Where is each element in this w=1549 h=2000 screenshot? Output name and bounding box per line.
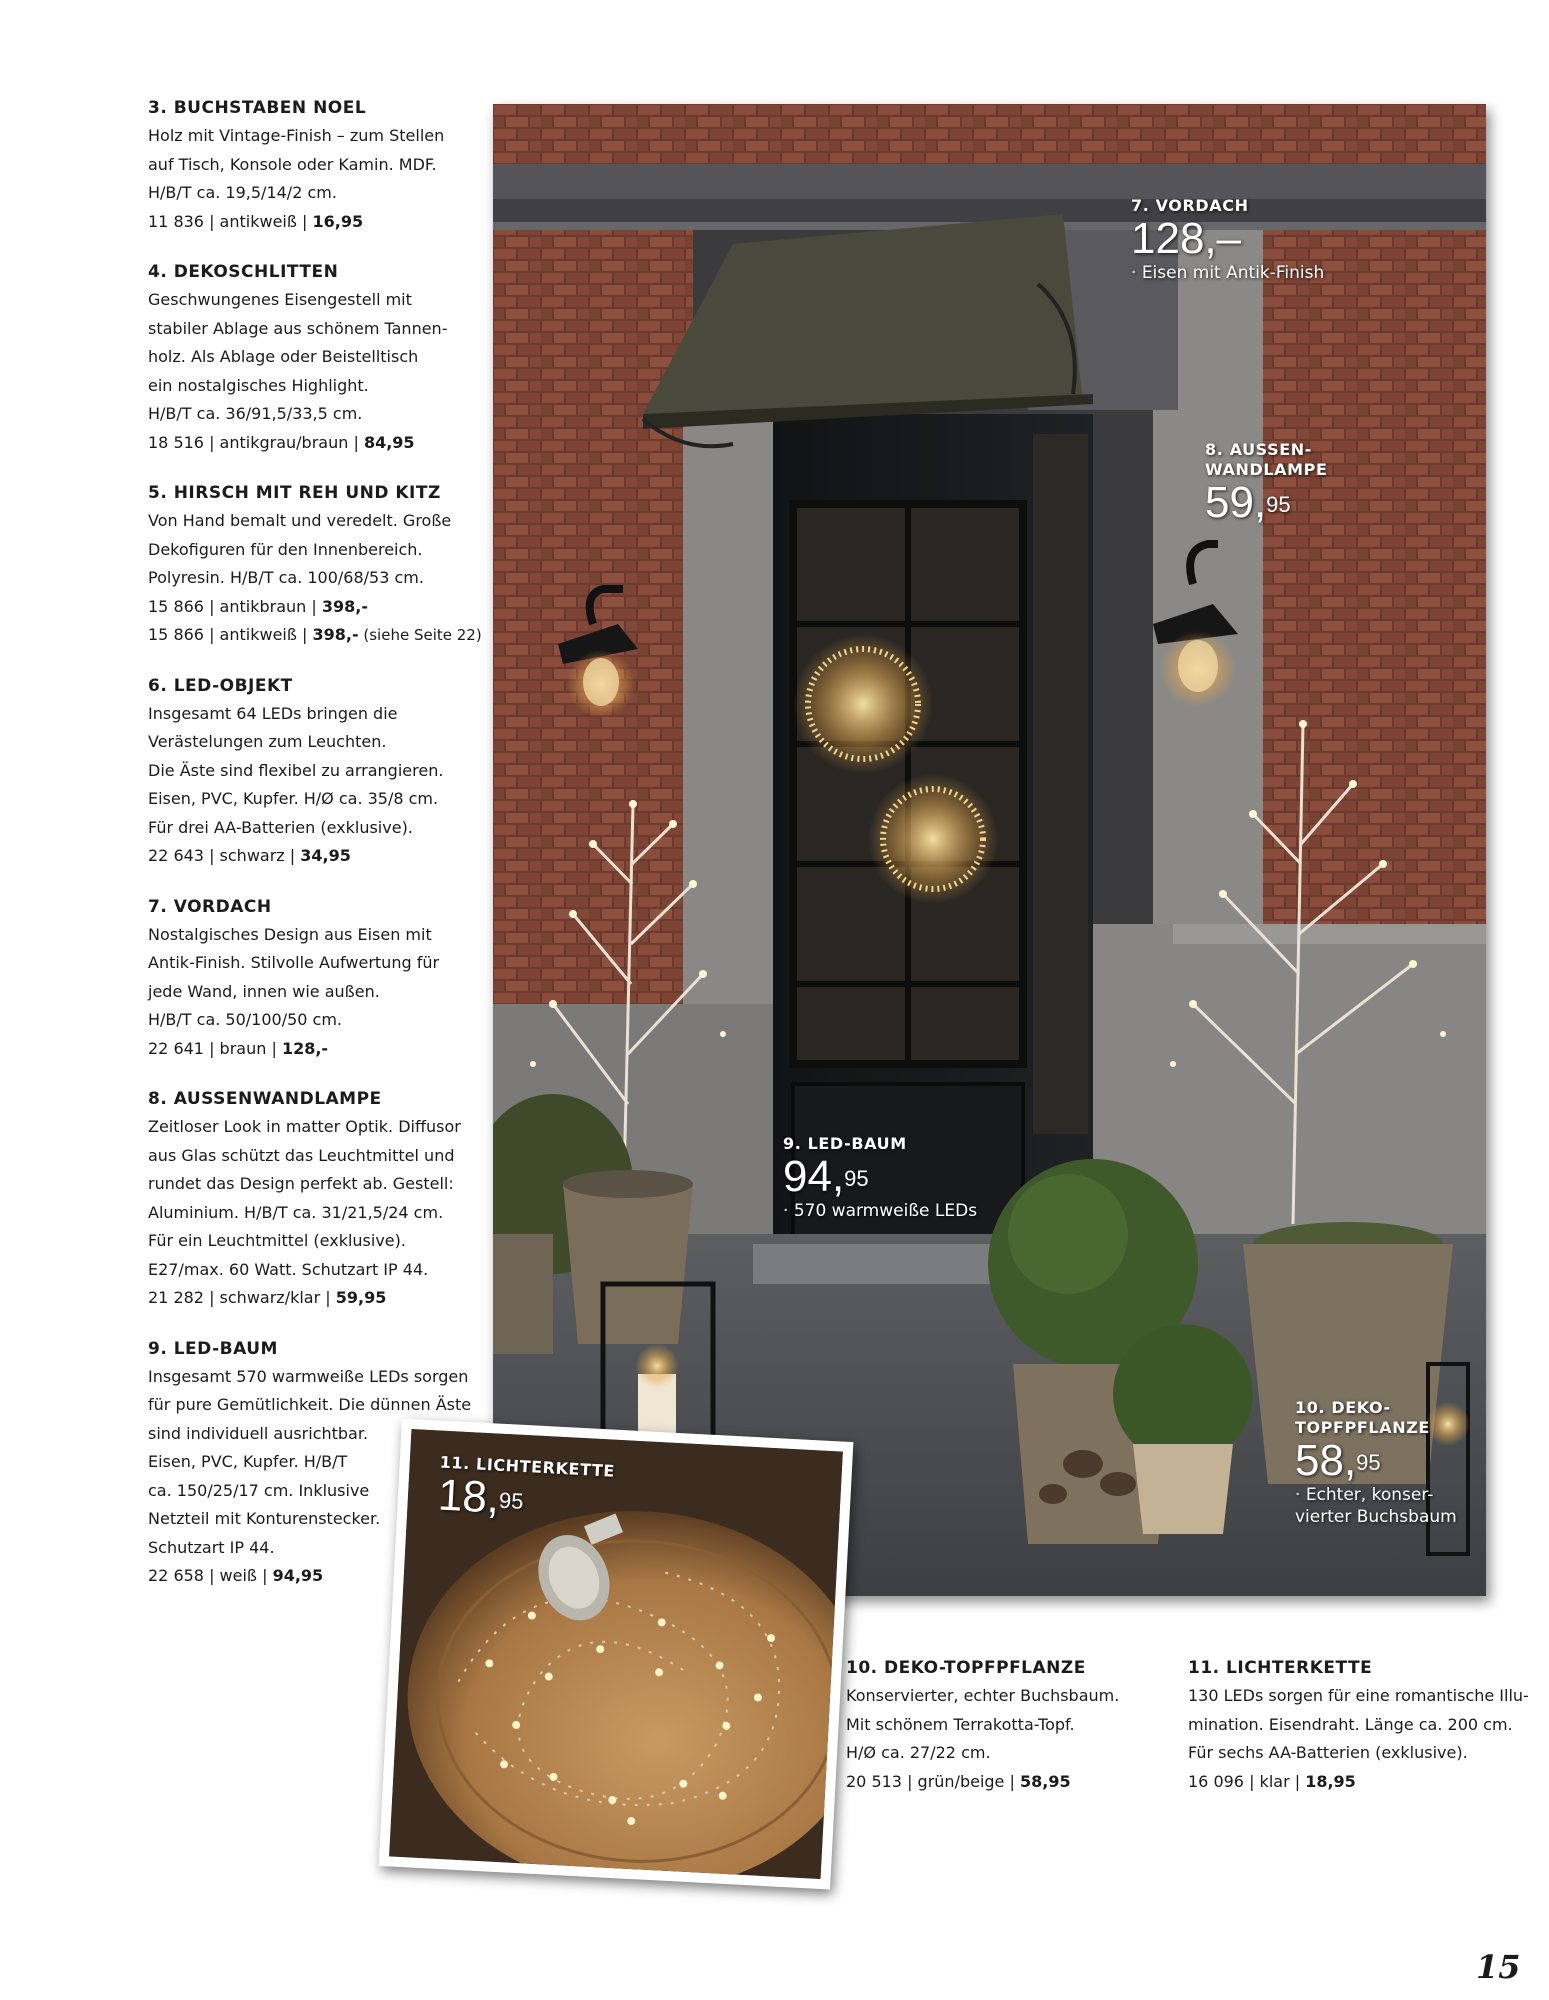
callout-title: 9. LED-BAUM [783, 1134, 907, 1153]
main-photo-entrance [493, 104, 1486, 1596]
article-line [148, 842, 488, 871]
callout-price: 18,95 [436, 1470, 525, 1523]
product-description: Geschwungenes Eisengestell mit stabiler Ablage aus schönem Tannen- holz. Als Ablage oder Beistelltisch ein nostalgisches Highlight. H/B/T ca. 36/91,5/33,5 cm. [148, 290, 448, 423]
product-item [148, 1085, 488, 1313]
product-list-left [148, 94, 488, 1613]
product-description: Insgesamt 64 LEDs bringen die Verästelungen zum Leuchten. Die Äste sind flexibel zu arrangieren. Eisen, PVC, Kupfer. H/Ø ca. 35/8 cm. Für drei AA-Batterien (exklusive). [148, 703, 444, 837]
callout-price: 59,95 [1205, 478, 1291, 527]
article-code: 20 513 | grün/beige | [846, 1771, 1020, 1791]
callout-note: · 570 warmweiße LEDs [783, 1200, 977, 1222]
product-title: 9. LED-BAUM [148, 1338, 278, 1359]
product-description: Zeitloser Look in matter Optik. Diffusor aus Glas schützt das Leuchtmittel und rundet das Design perfekt ab. Gestell: Aluminium. H/B/T ca. 31/21,5/24 cm. Für ein Leuchtmittel (exklusive). E27/max. 60 Watt. Schutzart IP 44. [148, 1117, 461, 1279]
entrance-scene-illustration [493, 104, 1486, 1596]
product-title: 4. DEKOSCHLITTEN [148, 262, 339, 282]
product-description: Konservierter, echter Buchsbaum. Mit schönem Terrakotta-Topf. H/Ø ca. 27/22 cm. [846, 1686, 1120, 1762]
callout-lichterkette [437, 1453, 616, 1528]
product-item [148, 672, 488, 871]
product-lichterkette [1188, 1654, 1538, 1818]
callout-title: 10. DEKO- TOPFPFLANZE [1295, 1398, 1430, 1437]
callout-note: · Echter, konser- vierter Buchsbaum [1295, 1484, 1457, 1528]
callout-price: 94,95 [783, 1152, 869, 1201]
callout-led-baum [783, 1134, 977, 1222]
article-price: 398,- [321, 596, 368, 616]
product-title: 11. LICHTERKETTE [1188, 1658, 1373, 1678]
article-price: 18,95 [1305, 1771, 1356, 1791]
article-price: 16,95 [312, 211, 364, 231]
article-line [148, 429, 488, 458]
article-price: 128,- [281, 1038, 329, 1058]
product-description: 130 LEDs sorgen für eine romantische Illu- mination. Eisendraht. Länge ca. 200 cm. Für sechs AA-Batterien (exklusive). [1188, 1686, 1529, 1762]
callout-price: 58,95 [1295, 1436, 1381, 1485]
product-description: Insgesamt 570 warmweiße LEDs sorgen für pure Gemütlichkeit. Die dünnen Äste sind individuell ausrichtbar. Eisen, PVC, Kupfer. H/B/T ca. 150/25/17 cm. Inklusive Netzteil mit Konturenstecker. Schutzart IP 44. [148, 1366, 472, 1557]
article-code: 22 641 | braun | [148, 1038, 282, 1058]
article-price: 58,95 [1019, 1771, 1071, 1791]
product-title: 7. VORDACH [148, 896, 272, 917]
article-line [148, 1284, 488, 1313]
article-line [148, 1035, 488, 1064]
callout-deko-topfpflanze [1295, 1398, 1457, 1528]
product-description: Von Hand bemalt und veredelt. Große Dekofiguren für den Innenbereich. Polyresin. H/B/T ca. 100/68/53 cm. [148, 511, 452, 587]
callout-note: · Eisen mit Antik-Finish [1131, 262, 1324, 284]
product-item [148, 94, 488, 236]
product-title: 3. BUCHSTABEN NOEL [148, 98, 367, 118]
product-title: 8. AUSSENWANDLAMPE [148, 1089, 382, 1109]
article-code: 18 516 | antikgrau/braun | [148, 432, 364, 452]
product-title: 10. DEKO-TOPFPFLANZE [846, 1658, 1086, 1678]
product-title: 6. LED-OBJEKT [148, 675, 293, 696]
product-item [148, 479, 488, 650]
article-note: (siehe Seite 22) [358, 626, 482, 644]
product-deko-topfpflanze [846, 1654, 1166, 1818]
page-number: 15 [1476, 1948, 1521, 1986]
article-price: 34,95 [300, 846, 351, 865]
product-item [1188, 1654, 1538, 1796]
callout-title: 7. VORDACH [1131, 196, 1249, 215]
article-price: 398,- [312, 625, 359, 644]
product-description: Nostalgisches Design aus Eisen mit Antik-Finish. Stilvolle Aufwertung für jede Wand, innen wie außen. H/B/T ca. 50/100/50 cm. [148, 924, 440, 1029]
article-code: 15 866 | antikweiß | [148, 625, 313, 644]
inset-photo-lichterkette [379, 1418, 854, 1889]
article-code: 21 282 | schwarz/klar | [148, 1288, 336, 1307]
article-code: 15 866 | antikbraun | [148, 596, 322, 616]
callout-aussenwandlampe [1205, 440, 1328, 526]
article-code: 11 836 | antikweiß | [148, 211, 313, 231]
product-item [148, 893, 488, 1064]
article-price: 84,95 [363, 432, 415, 452]
article-code: 16 096 | klar | [1188, 1771, 1306, 1791]
product-description: Holz mit Vintage-Finish – zum Stellen auf Tisch, Konsole oder Kamin. MDF. H/B/T ca. 19,5/14/2 cm. [148, 126, 445, 202]
callout-title: 8. AUSSEN- WANDLAMPE [1205, 440, 1328, 479]
article-line [846, 1768, 1166, 1797]
callout-price: 128,– [1131, 214, 1242, 263]
product-item [846, 1654, 1166, 1796]
article-line [148, 593, 488, 622]
article-code: 22 643 | schwarz | [148, 846, 301, 865]
article-code: 22 658 | weiß | [148, 1566, 273, 1585]
article-line [1188, 1768, 1538, 1797]
article-line [148, 208, 488, 237]
product-title: 5. HIRSCH MIT REH UND KITZ [148, 483, 441, 503]
callout-vordach [1131, 196, 1324, 284]
product-item [148, 258, 488, 457]
article-price: 94,95 [272, 1566, 324, 1585]
callout-title: 11. LICHTERKETTE [439, 1452, 616, 1481]
article-price: 59,95 [335, 1288, 387, 1307]
article-line [148, 621, 488, 650]
